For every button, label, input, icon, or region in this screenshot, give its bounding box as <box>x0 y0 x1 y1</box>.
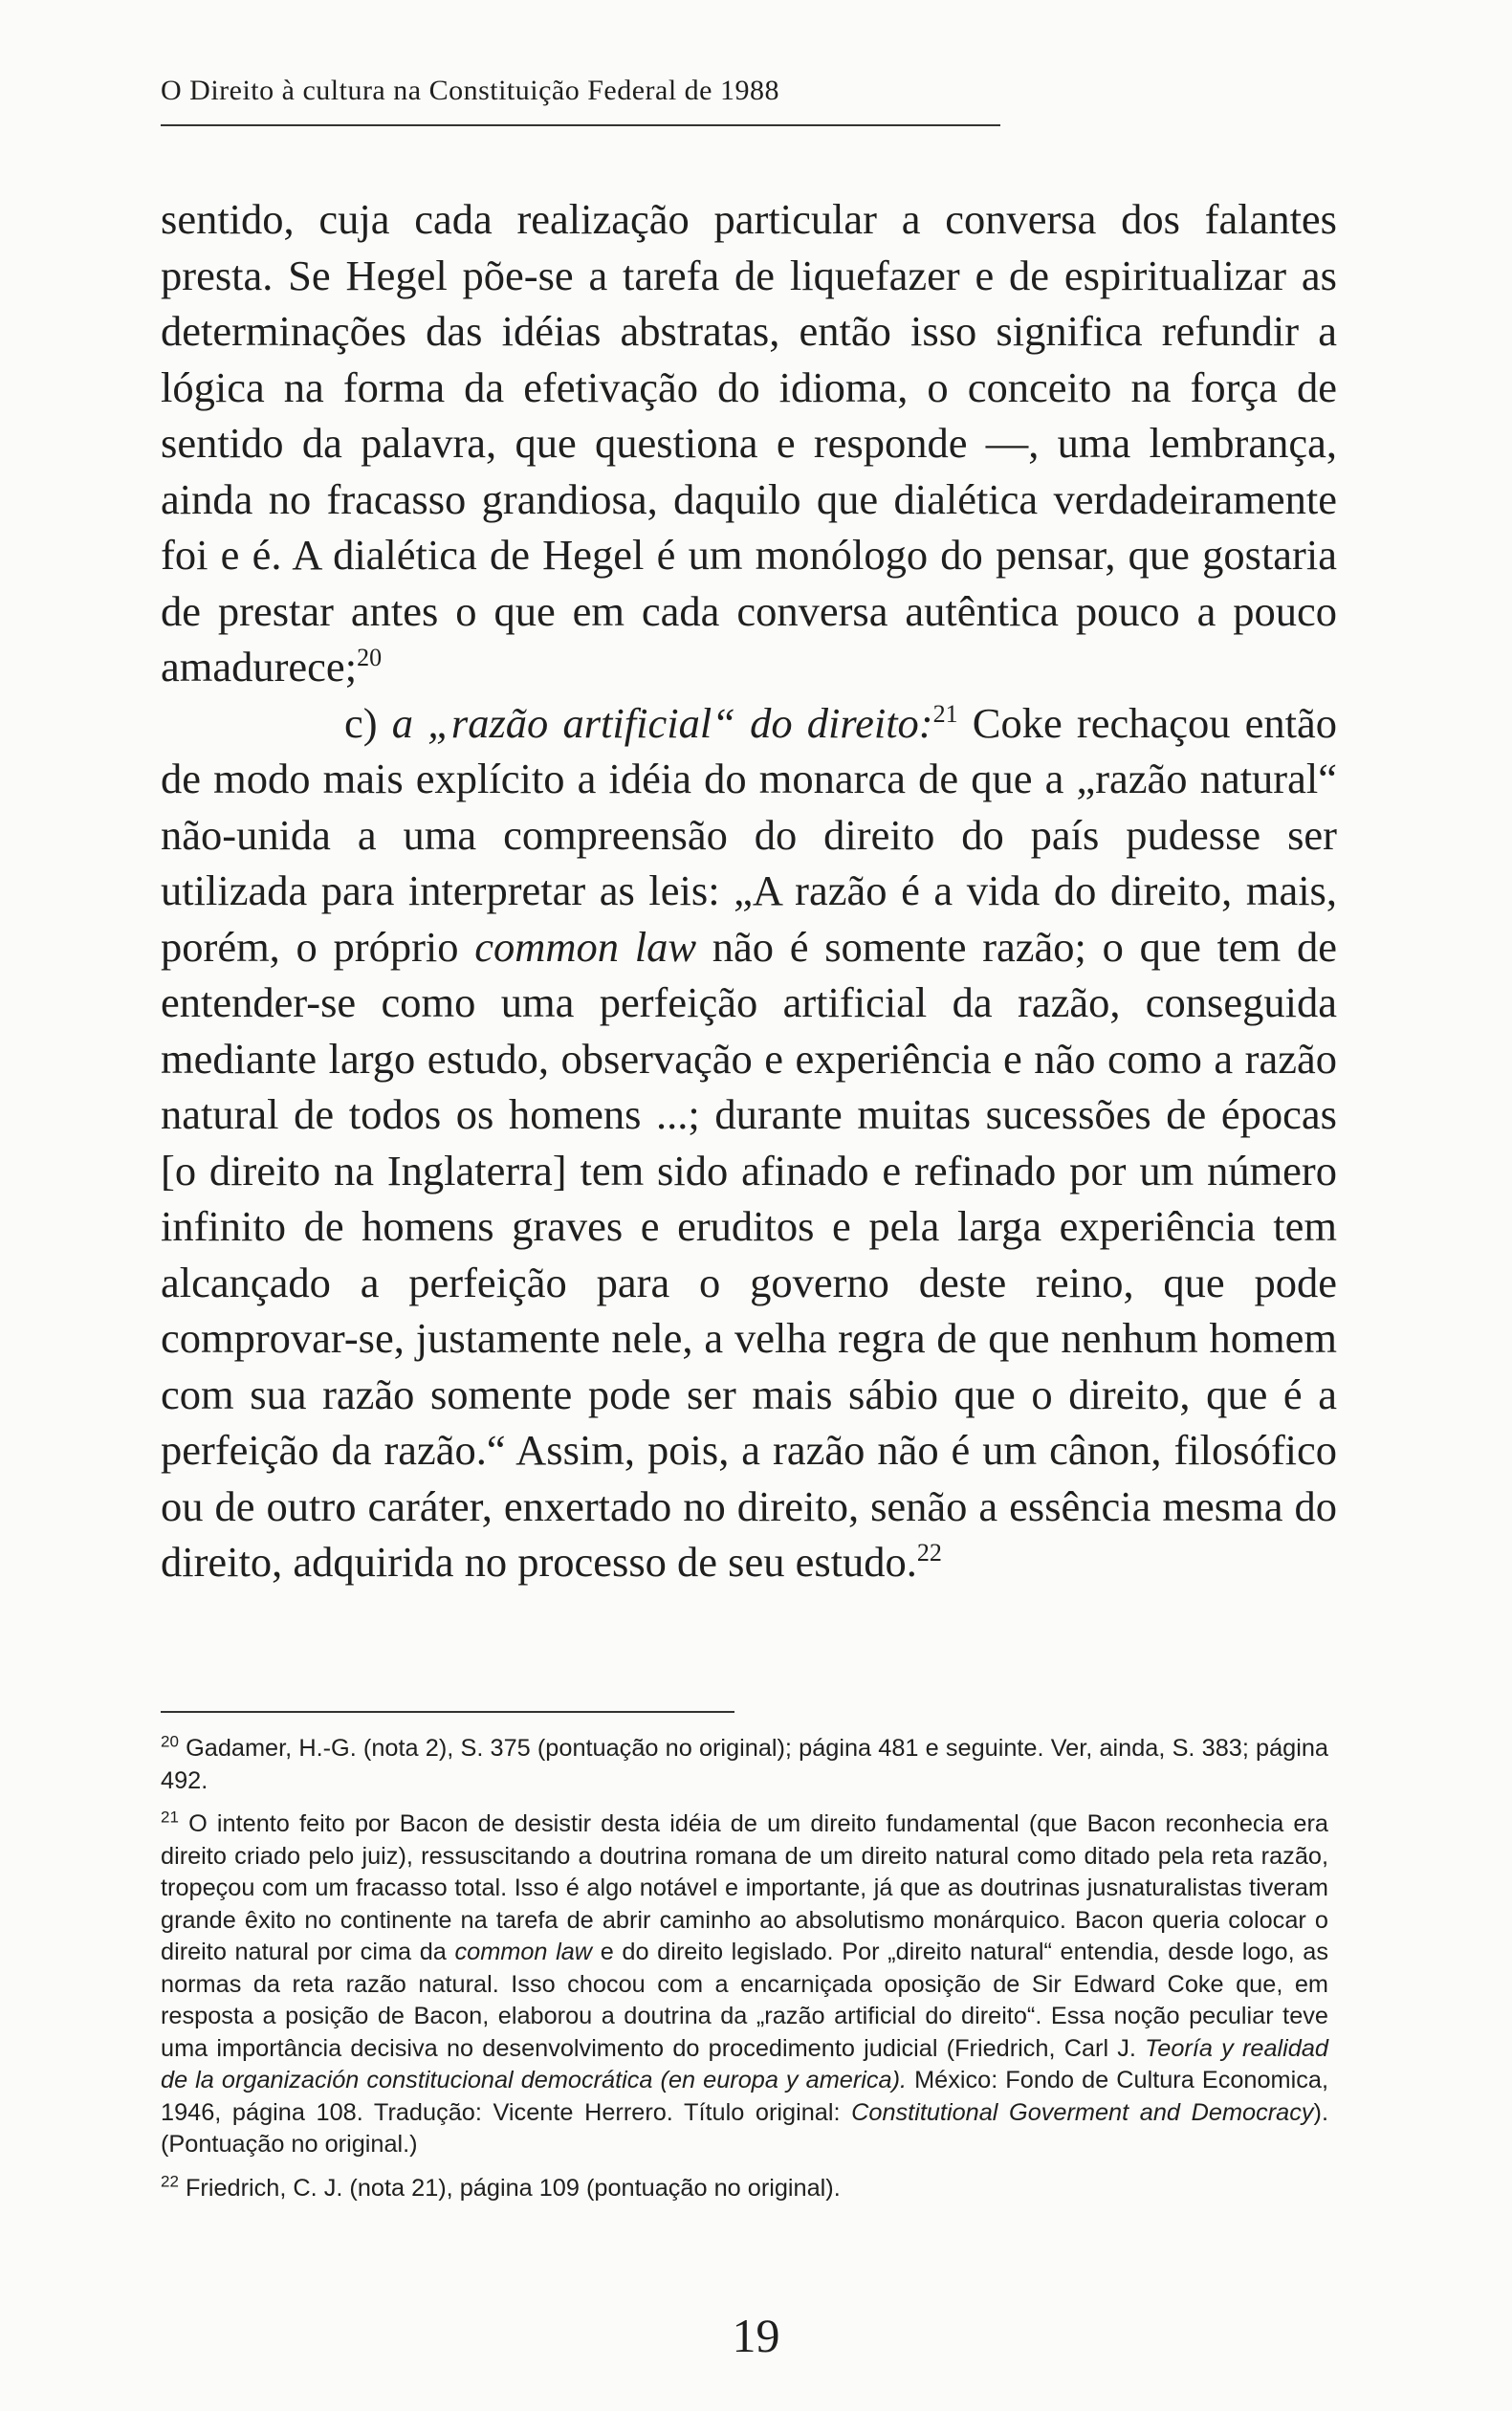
paragraph-2-text-2: não é somente razão; o que tem de entender-se como uma perfeição artificial da razão, conseguida mediante largo estudo, observação e experiência e não como a razão natural de todos os homens ...; durante muitas sucessões de épocas [o direito na Inglaterra] tem sido afinado e refinado por um número infinito de homens graves e eruditos e pela larga experiência tem alcançado a perfeição para o governo deste reino, que pode comprovar-se, justamente nele, a velha regra de que nenhum homem com sua razão somente pode ser mais sábio que o direito, que é a perfeição da razão.“ Assim, pois, a razão não é um cânon, filosófico ou de outro caráter, enxertado no direito, senão a essência mesma do direito, adquirida no processo de seu estudo. <box>161 922 1338 1586</box>
paragraph-2-text-1: Coke rechaçou então de modo mais explícito a idéia do monarca de que a „razão natural“ não-unida a uma compreensão do direito do país pudesse ser utilizada para interpretar as leis: „A razão é a vida do direito, mais, porém, o próprio <box>161 698 1337 971</box>
running-header <box>161 73 1000 126</box>
footnote-ref-22: 22 <box>916 1539 942 1567</box>
page-number: 19 <box>732 2309 780 2362</box>
footnote-separator <box>161 1711 734 1713</box>
paragraph-2-heading: a „razão artificial“ do direito: <box>391 698 933 747</box>
footnote-21-italic-3: Constitutional Goverment and Democracy <box>851 2098 1314 2126</box>
footnote-20 <box>161 1733 1328 1797</box>
main-text <box>161 191 1337 1590</box>
footnotes <box>161 1733 1328 2216</box>
footnote-ref-21: 21 <box>932 699 958 728</box>
footnote-21-italic-2: Teoría y realidad de la organización constitucional democrática (en europa y america). <box>161 2034 1328 2093</box>
footnote-22-number: 22 <box>161 2172 179 2191</box>
footnote-21-text-4: ). (Pontuação no original.) <box>161 2098 1328 2158</box>
paragraph-1 <box>161 191 1337 695</box>
footnote-21-italic-1: common law <box>454 1939 593 1965</box>
paragraph-2-lead: c) <box>344 698 392 747</box>
paragraph-2-italic-common-law: common law <box>474 922 697 971</box>
footnote-20-number: 20 <box>161 1732 179 1751</box>
footnote-21-text-3: México: Fondo de Cultura Economica, 1946, página 108. Tradução: Vicente Herrero. Título original: <box>161 2067 1328 2126</box>
footnote-20-text: Gadamer, H.-G. (nota 2), S. 375 (pontuação no original); página 481 e seguinte. Ver, ainda, S. 383; página 492. <box>161 1735 1328 1794</box>
footnote-21-number: 21 <box>161 1808 179 1827</box>
footnote-21-text-2: e do direito legislado. Por „direito natural“ entendia, desde logo, as normas da reta razão natural. Isso chocou com a encarniçada oposição de Sir Edward Coke que, em resposta a posição de Bacon, elaborou a doutrina da „razão artificial do direito“. Essa noção peculiar teve uma importância decisiva no desenvolvimento do procedimento judicial (Friedrich, Carl J. <box>161 1939 1328 2062</box>
paragraph-1-text: sentido, cuja cada realização particular a conversa dos falantes presta. Se Hegel põe-se a tarefa de liquefazer e de espiritualizar as determinações das idéias abstratas, então isso significa refundir a lógica na forma da efetivação do idioma, o conceito na força de sentido da palavra, que questiona e responde —, uma lembrança, ainda no fracasso grandiosa, daquilo que dialética verdadeiramente foi e é. A dialética de Hegel é um monólogo do pensar, que gostaria de prestar antes o que em cada conversa autêntica pouco a pouco amadurece; <box>161 195 1337 690</box>
footnote-ref-20: 20 <box>357 644 383 672</box>
footnote-21-text-1: O intento feito por Bacon de desistir desta idéia de um direito fundamental (que Bacon reconhecia era direito criado pelo juiz), ressuscitando a doutrina romana de um direito natural como ditado pela reta razão, tropeçou com um fracasso total. Isso é algo notável e importante, já que as doutrinas jusnaturalistas tiveram grande êxito no continente na tarefa de abrir caminho ao absolutismo monárquico. Bacon queria colocar o direito natural por cima da <box>161 1810 1328 1965</box>
footnote-22 <box>161 2173 1328 2205</box>
paragraph-2 <box>161 695 1337 1590</box>
header-title: O Direito à cultura na Constituição Federal de 1988 <box>161 75 779 106</box>
footnote-22-text: Friedrich, C. J. (nota 21), página 109 (pontuação no original). <box>178 2174 841 2202</box>
footnote-21 <box>161 1808 1328 2161</box>
